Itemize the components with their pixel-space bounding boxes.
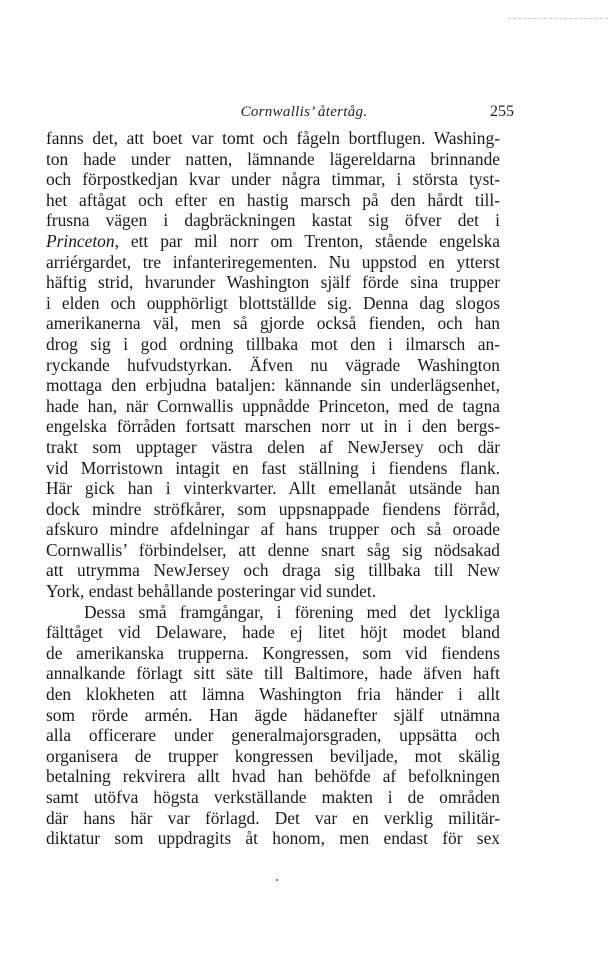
text-line: fälttåget vid Delaware, hade ej litet höjt modet bland	[46, 622, 500, 643]
text-line: engelska förråden fortsatt marschen norr ut in i den bergs-	[46, 416, 500, 437]
text-line: dock mindre ströfkårer, som uppsnappade fiendens förråd,	[46, 498, 500, 519]
text-line: där hans här var förlagd. Det var en verklig militär-	[46, 807, 500, 828]
place-name-emphasis: Princeton	[46, 230, 115, 251]
text-line: mottaga den erbjudna bataljen: kännande sin underlägsenhet,	[46, 375, 500, 396]
text-line: fanns det, att boet var tomt och fågeln bortflugen. Washing-	[46, 128, 500, 148]
text-line: och förpostkedjan kvar under några timmar, i största tyst-	[46, 169, 500, 190]
text-line: drog sig i god ordning tillbaka mot den i ilmarsch an-	[46, 333, 500, 354]
text-line: trakt som upptager västra delen af NewJersey och där	[46, 436, 500, 457]
text-line: organisera de trupper kongressen beviljade, mot skälig	[46, 745, 500, 766]
text-line: Cornwallis’ förbindelser, att denne snart såg sig nödsakad	[46, 539, 500, 560]
text-line: annalkande förlagt sitt säte till Baltimore, hade äfven haft	[46, 663, 500, 684]
text-line: samt utöfva högsta verkställande makten i de områden	[46, 787, 500, 807]
text-line: som rörde armén. Han ägde hädanefter själf utnämna	[46, 704, 500, 725]
body-text	[46, 128, 500, 849]
text-line: de amerikanska trupperna. Kongressen, som vid fiendens	[46, 642, 500, 663]
text-line: att utrymma NewJersey och draga sig tillbaka till New	[46, 560, 500, 581]
text-line: hade han, när Cornwallis uppnådde Princeton, med de tagna	[46, 395, 500, 416]
ink-speck	[276, 879, 278, 881]
text-line-paragraph-start: Dessa små framgångar, i förening med det lyckliga	[84, 601, 500, 622]
text-line: frusna vägen i dagbräckningen kastat sig öfver det i	[46, 210, 500, 231]
text-line: amerikanerna väl, men så gjorde också fienden, och han	[46, 313, 500, 334]
text-line: arriérgardet, tre infanteriregementen. Nu uppstod en ytterst	[46, 251, 500, 272]
page-number: 255	[490, 103, 514, 120]
text-line-princeton: Princeton, ett par mil norr om Trenton, stående engelska	[46, 230, 500, 251]
text-line: vid Morristown intagit en fast ställning i fiendens flank.	[46, 457, 500, 478]
text-line: betalning rekvirera allt hvad han behöfde af befolkningen	[46, 766, 500, 787]
text-line: alla officerare under generalmajorsgraden, uppsätta och	[46, 725, 500, 746]
text-line: Här gick han i vinterkvarter. Allt emellanåt utsände han	[46, 478, 500, 499]
text-line: i elden och oupphörligt blottställde sig. Denna dag slogos	[46, 292, 500, 313]
text-line: ryckande hufvudstyrkan. Äfven nu vägrade Washington	[46, 354, 500, 375]
text-line: het aftågat och efter en hastig marsch på den hårdt till-	[46, 189, 500, 210]
text-line-paragraph-end: York, endast behållande posteringar vid sundet.	[46, 581, 377, 602]
scan-artifact-dashes	[508, 18, 608, 21]
text-line: diktatur som uppdragits åt honom, men endast för sex	[46, 828, 500, 849]
text-line: häftig strid, hvarunder Washington själf förde sina trupper	[46, 272, 500, 293]
text-line: den klokheten att lämna Washington fria händer i allt	[46, 684, 500, 705]
running-title: Cornwallis’ återtåg.	[240, 104, 368, 120]
text-line: afskuro mindre afdelningar af hans trupper och så oroade	[46, 519, 500, 540]
text-line: ton hade under natten, lämnande lägereldarna brinnande	[46, 148, 500, 169]
